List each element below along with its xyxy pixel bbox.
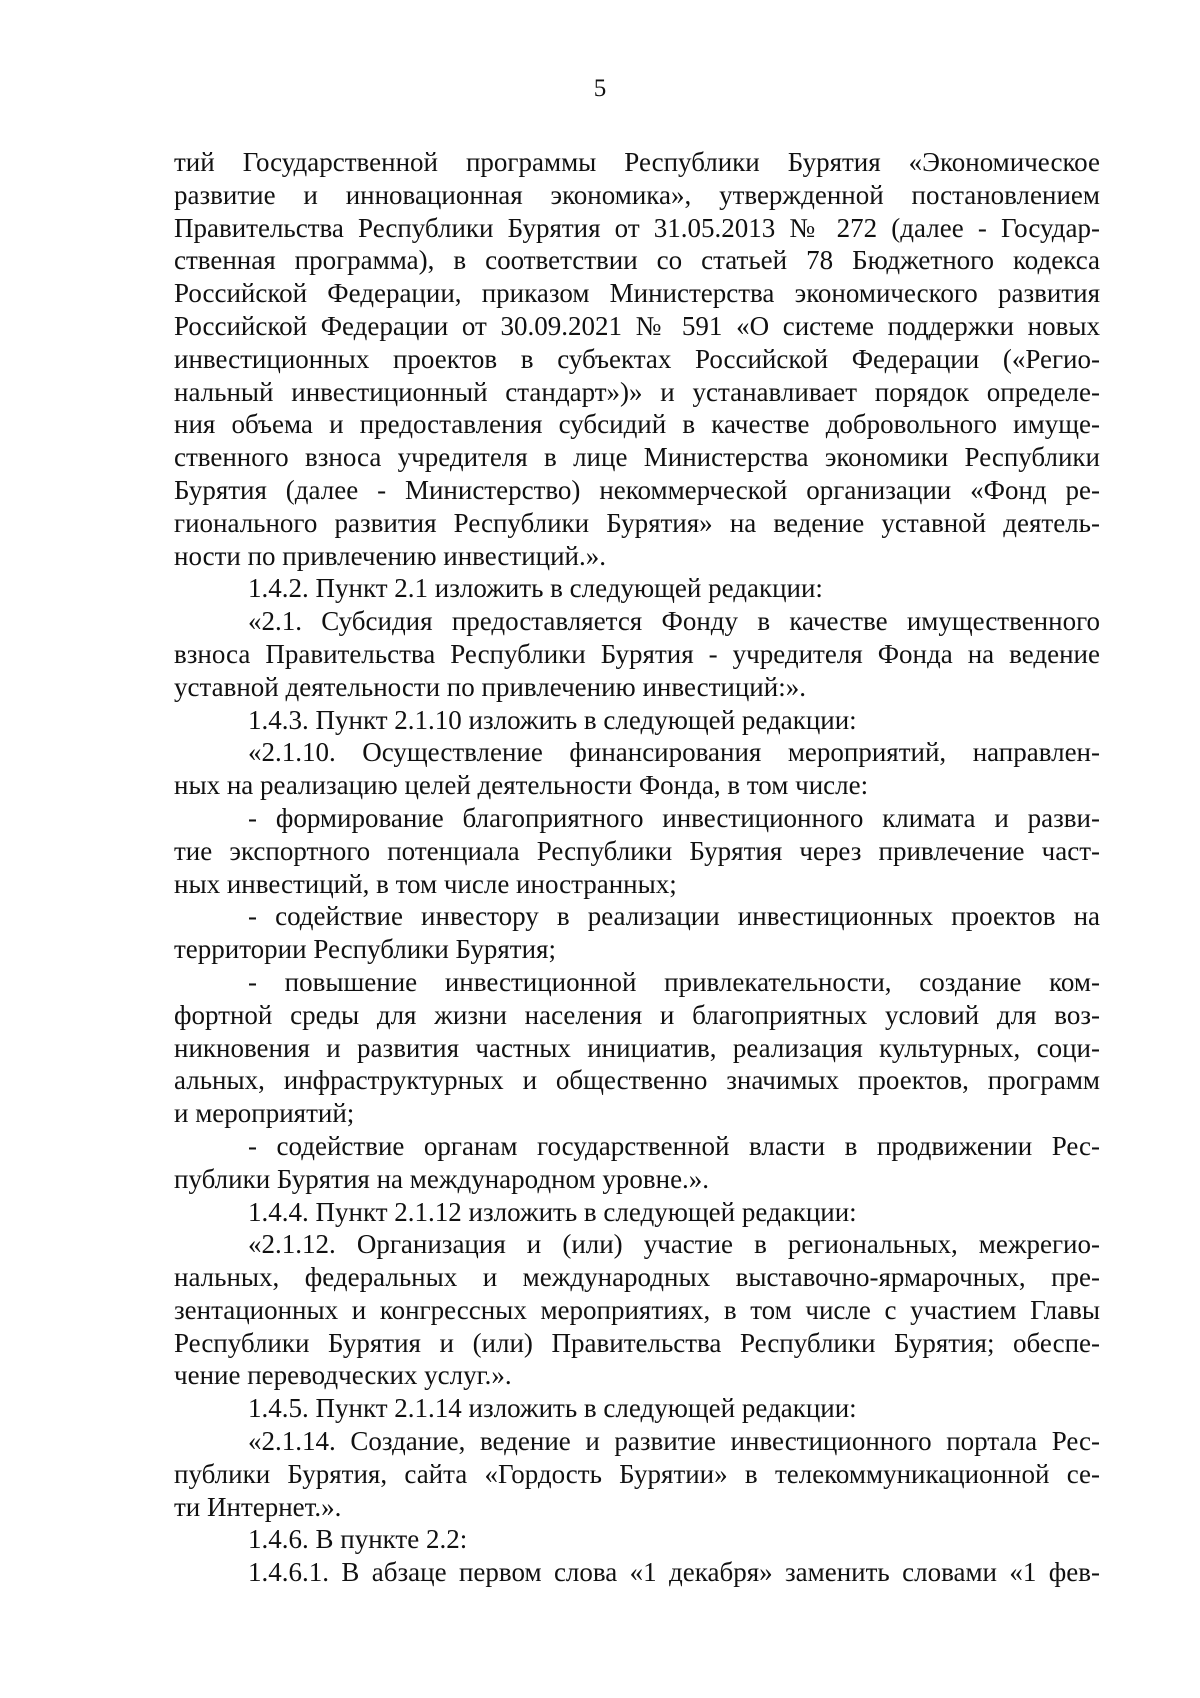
text-line: нальный инвестиционный стандарт»)» и устанавливает порядок определе- [174,376,1100,407]
text-line: ных на реализацию целей деятельности Фонда, в том числе: [174,770,869,801]
text-line: Республики Бурятия и (или) Правительства Республики Бурятия; обеспе- [174,1327,1100,1358]
text-line: 1.4.3. Пункт 2.1.10 изложить в следующей редакции: [248,704,857,735]
text-line: Правительства Республики Бурятия от 31.05.2013 № 272 (далее - Государ- [174,212,1100,243]
text-line: 1.4.6. В пункте 2.2: [248,1524,468,1555]
text-line: тий Государственной программы Республики Бурятия «Экономическое [174,147,1100,177]
text-line: - содействие инвестору в реализации инвестиционных проектов на [248,901,1100,932]
text-line: и мероприятий; [174,1098,355,1129]
text-line: ных инвестиций, в том числе иностранных; [174,868,677,899]
text-line: Российской Федерации, приказом Министерства экономического развития [174,278,1100,309]
text-line: никновения и развития частных инициатив, реализация культурных, соци- [174,1032,1100,1063]
text-line: - повышение инвестиционной привлекательности, создание ком- [248,966,1100,997]
text-line: фортной среды для жизни населения и благоприятных условий для воз- [174,999,1100,1030]
page-number: 5 [593,75,607,102]
text-line: ности по привлечению инвестиций.». [174,540,606,571]
text-line: 1.4.2. Пункт 2.1 изложить в следующей редакции: [248,573,823,604]
text-line: Бурятия (далее - Министерство) некоммерческой организации «Фонд ре- [174,474,1100,505]
text-line: Российской Федерации от 30.09.2021 № 591 «О системе поддержки новых [174,310,1100,341]
text-line: - формирование благоприятного инвестиционного климата и разви- [248,802,1100,833]
text-line: гионального развития Республики Бурятия» на ведение уставной деятель- [174,507,1100,538]
text-line: уставной деятельности по привлечению инвестиций:». [174,671,806,702]
document-body [174,146,1100,1589]
text-line: зентационных и конгрессных мероприятиях, в том числе с участием Главы [174,1294,1100,1325]
text-line: «2.1.14. Создание, ведение и развитие инвестиционного портала Рес- [248,1426,1100,1457]
text-line: чение переводческих услуг.». [174,1360,512,1391]
text-line: публики Бурятия на международном уровне.». [174,1163,710,1194]
text-line: территории Республики Бурятия; [174,934,556,965]
text-line: ния объема и предоставления субсидий в качестве добровольного имуще- [174,409,1100,440]
text-line: «2.1. Субсидия предоставляется Фонду в качестве имущественного [248,606,1100,637]
text-line: 1.4.5. Пункт 2.1.14 изложить в следующей редакции: [248,1393,857,1424]
text-line: взноса Правительства Республики Бурятия - учредителя Фонда на ведение [174,638,1100,669]
text-line: ственная программа), в соответствии со статьей 78 Бюджетного кодекса [174,245,1100,276]
text-line: тие экспортного потенциала Республики Бурятия через привлечение част- [174,835,1100,866]
text-line: «2.1.12. Организация и (или) участие в региональных, межрегио- [248,1229,1100,1260]
text-line: ственного взноса учредителя в лице Министерства экономики Республики [174,442,1100,473]
text-line: публики Бурятия, сайта «Гордость Бурятии» в телекоммуникационной се- [174,1458,1100,1489]
text-line: 1.4.6.1. В абзаце первом слова «1 декабря» заменить словами «1 фев- [248,1557,1100,1588]
text-line: альных, инфраструктурных и общественно значимых проектов, программ [174,1065,1100,1096]
text-line: развитие и инновационная экономика», утвержденной постановлением [174,179,1100,210]
text-line: 1.4.4. Пункт 2.1.12 изложить в следующей редакции: [248,1196,857,1227]
text-line: нальных, федеральных и международных выставочно-ярмарочных, пре- [174,1262,1100,1293]
text-line: ти Интернет.». [174,1491,342,1522]
text-line: «2.1.10. Осуществление финансирования мероприятий, направлен- [248,737,1100,768]
text-line: инвестиционных проектов в субъектах Российской Федерации («Регио- [174,343,1100,374]
text-line: - содействие органам государственной власти в продвижении Рес- [248,1130,1100,1161]
